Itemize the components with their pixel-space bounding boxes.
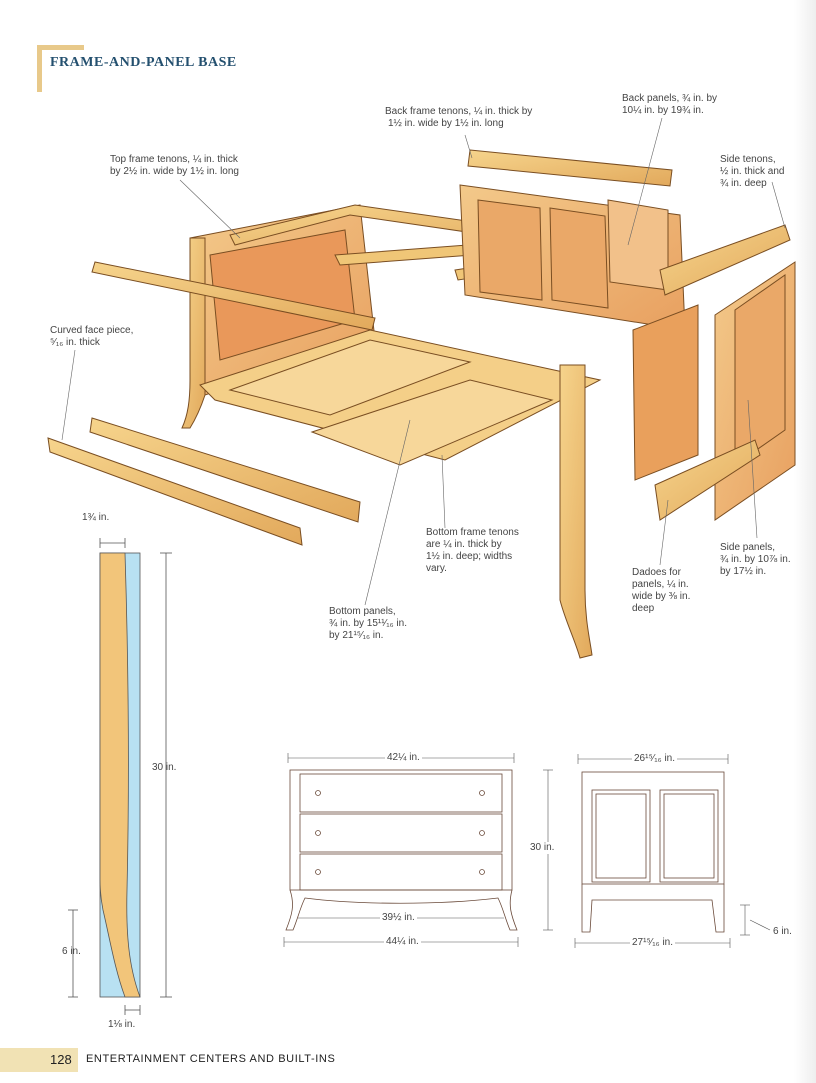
loose-back-panel xyxy=(633,305,698,480)
back-panel-right xyxy=(550,208,608,308)
label-bottom-panels xyxy=(329,606,407,642)
label-line: Side tenons, xyxy=(720,154,776,165)
label-line: ¾ in. by 10⅞ in. xyxy=(720,554,791,565)
label-bottom-frame-tenons xyxy=(426,527,519,575)
page-heading: FRAME-AND-PANEL BASE xyxy=(50,55,237,70)
label-line: Side panels, xyxy=(720,542,776,553)
label-line: Bottom panels, xyxy=(329,606,396,617)
label-back-panels xyxy=(622,93,717,117)
label-line: ¾ in. by 15¹¹⁄₁₆ in. xyxy=(329,618,407,629)
label-curved-face-piece xyxy=(50,325,133,349)
back-frame-tenon-rail xyxy=(468,150,672,186)
left-front-leg xyxy=(182,238,205,428)
front-elevation xyxy=(284,753,553,947)
label-line: by 2½ in. wide by 1½ in. long xyxy=(110,166,239,177)
side-bottom-width: 27¹⁵⁄₁₆ in. xyxy=(632,937,674,948)
label-line: ¾ in. deep xyxy=(720,178,767,189)
side-top-width: 26¹⁵⁄₁₆ in. xyxy=(634,753,676,764)
label-line: Curved face piece, xyxy=(50,325,134,336)
front-bottom-width: 44¼ in. xyxy=(386,936,419,947)
label-line: Dadoes for xyxy=(632,567,681,578)
leg-height: 30 in. xyxy=(152,762,177,773)
back-right-leg xyxy=(560,365,592,658)
label-line: Back frame tenons, ¼ in. thick by xyxy=(385,106,533,117)
label-line: ½ in. thick and xyxy=(720,166,785,177)
label-line: are ¼ in. thick by xyxy=(426,539,502,550)
label-side-tenons xyxy=(720,154,784,190)
label-dadoes xyxy=(632,567,690,615)
label-line: ⁵⁄₁₆ in. thick xyxy=(50,337,100,348)
label-line: deep xyxy=(632,603,655,614)
label-top-frame-tenons xyxy=(110,154,239,178)
label-line: by 17½ in. xyxy=(720,566,767,577)
label-line: 1½ in. wide by 1½ in. long xyxy=(388,118,504,129)
label-line: Bottom frame tenons xyxy=(426,527,519,538)
label-line: panels, ¼ in. xyxy=(632,579,689,590)
label-line: 10¼ in. by 19¾ in. xyxy=(622,105,704,116)
back-panel-left xyxy=(478,200,542,300)
side-elevation xyxy=(575,754,770,948)
back-panel-loose xyxy=(608,200,668,290)
label-line: Back panels, ¾ in. by xyxy=(622,93,718,104)
label-back-frame-tenons xyxy=(385,106,532,130)
label-line: by 21¹⁵⁄₁₆ in. xyxy=(329,630,384,641)
front-inner-width: 39½ in. xyxy=(382,912,415,923)
label-side-panels xyxy=(720,542,791,578)
label-line: wide by ⅜ in. xyxy=(632,591,691,602)
leg-bottom-width: 1⅛ in. xyxy=(108,1019,136,1030)
front-height: 30 in. xyxy=(530,842,555,853)
page-number: 128 xyxy=(50,1052,72,1067)
side-leg-height: 6 in. xyxy=(773,926,792,937)
leg-top-width: 1¾ in. xyxy=(82,512,110,523)
footer-section-title: ENTERTAINMENT CENTERS AND BUILT-INS xyxy=(86,1053,336,1065)
label-line: Top frame tenons, ¼ in. thick xyxy=(110,154,238,165)
front-top-width: 42¼ in. xyxy=(387,752,420,763)
label-line: 1½ in. deep; widths xyxy=(426,551,513,562)
leg-profile xyxy=(68,538,172,1015)
label-line: vary. xyxy=(426,563,447,574)
leg-curve-height: 6 in. xyxy=(62,946,81,957)
